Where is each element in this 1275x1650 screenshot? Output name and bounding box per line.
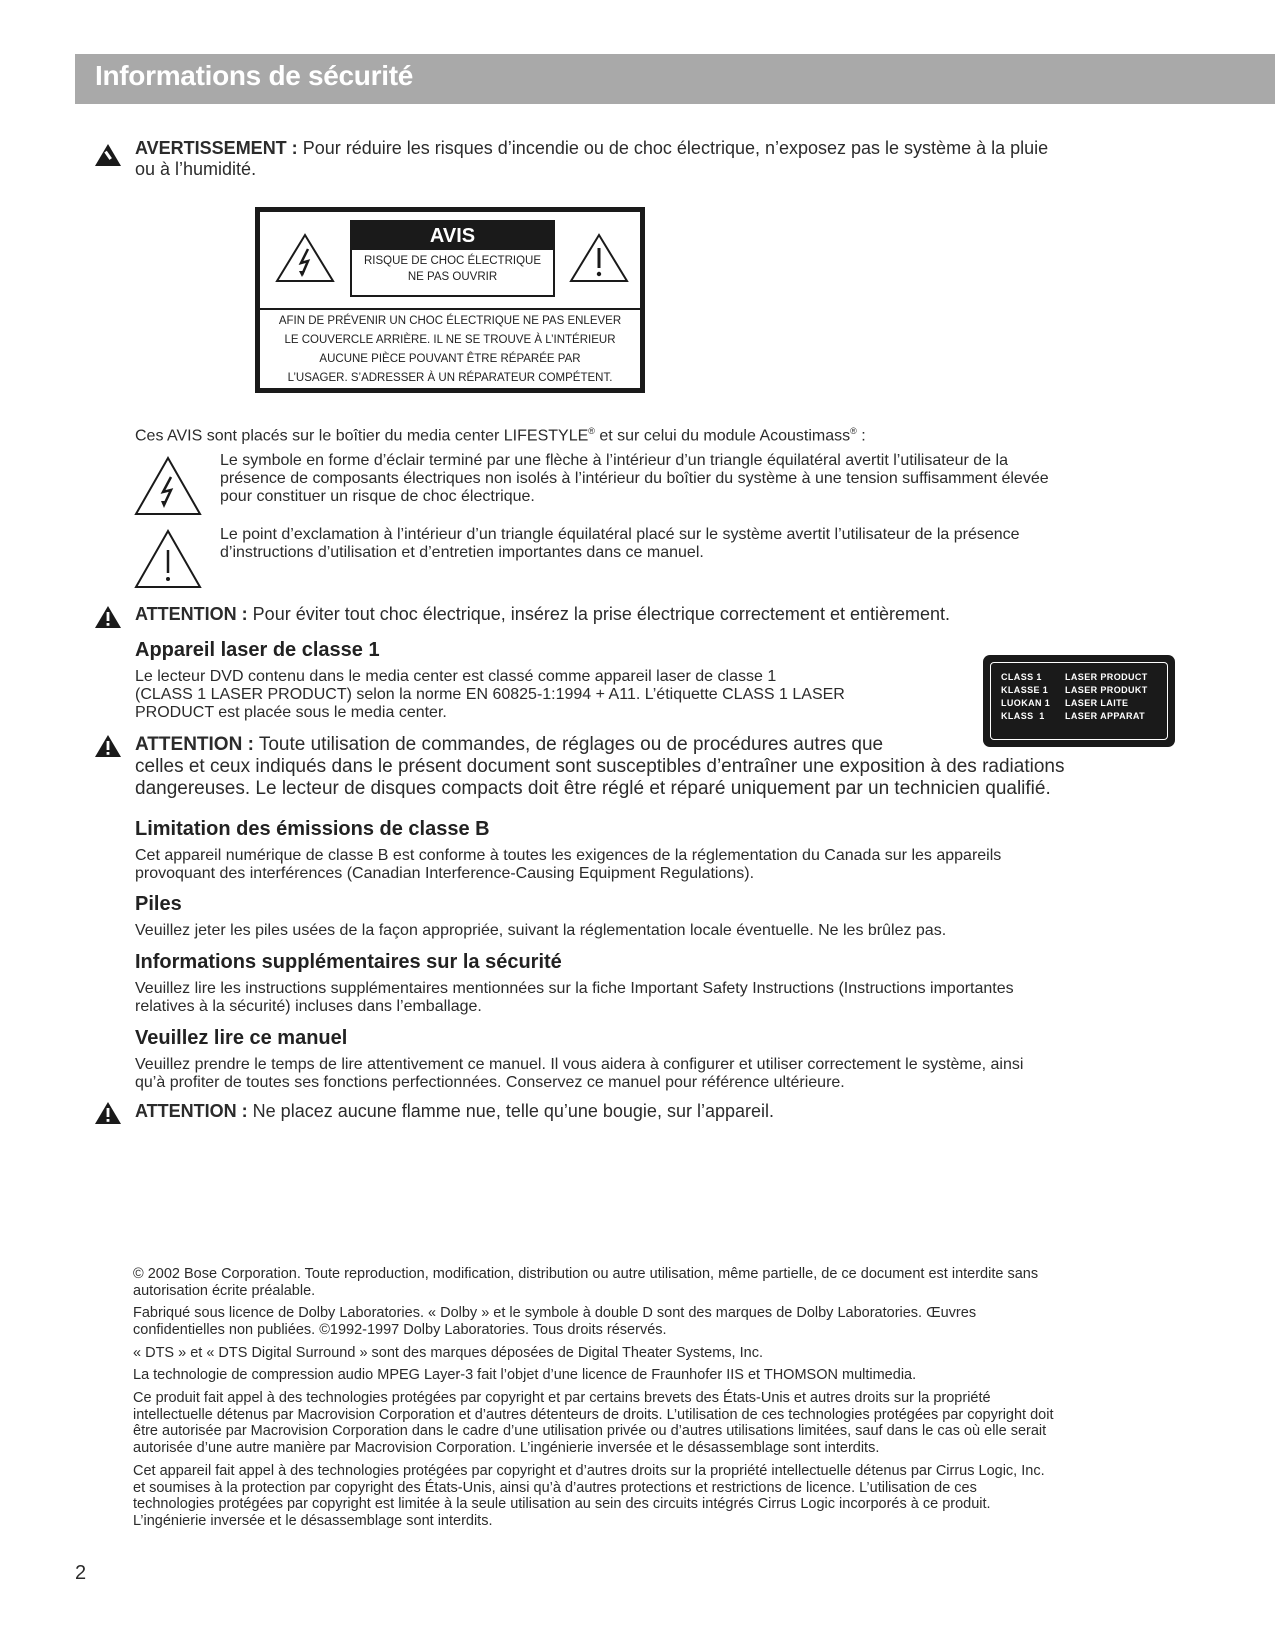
additional-safety-paragraph [135, 980, 1215, 1016]
avis-intro-part: Ces AVIS sont placés sur le boîtier du media center LIFESTYLE [135, 427, 589, 445]
avis-body-text [260, 312, 640, 388]
laser-line: PRODUCT est placée sous le media center. [135, 704, 447, 721]
description-line: Le point d’exclamation à l’intérieur d’un triangle équilatéral placé sur le système avertit l’utilisateur de la présence [220, 526, 1020, 543]
description-line: présence de composants électriques non isolés à l’intérieur du boîtier du système à une tension suffisamment élevée [220, 470, 1049, 487]
mpeg-notice [133, 1367, 1233, 1384]
attention-text: celles et ceux indiqués dans le présent document sont susceptibles d’entraîner une exposition à des radiations [135, 756, 1065, 777]
attention-text: Ne placez aucune flamme nue, telle qu’une bougie, sur l’appareil. [252, 1101, 774, 1121]
read-manual-heading: Veuillez lire ce manuel [135, 1027, 348, 1049]
attention-text: Toute utilisation de commandes, de réglages ou de procédures autres que [258, 734, 884, 755]
lightning-triangle-icon [274, 232, 336, 284]
additional-safety-line: Veuillez lire les instructions supplémentaires mentionnées sur la fiche Important Safety Instructions (Instructions importantes [135, 980, 1014, 997]
legal-line: intellectuelle détenus par Macrovision Corporation et d’autres détenteurs de droits. L’utilisation de ces technologies protégées par copyright doit [133, 1406, 1054, 1423]
avis-body-line: AUCUNE PIÈCE POUVANT ÊTRE RÉPARÉE PAR [319, 353, 581, 365]
avis-intro-text [135, 422, 1185, 445]
avis-label-panel [350, 220, 555, 297]
copyright-notice [133, 1266, 1233, 1299]
batteries-line: Veuillez jeter les piles usées de la façon appropriée, suivant la réglementation locale éventuelle. Ne les brûlez pas. [135, 922, 947, 939]
legal-line: La technologie de compression audio MPEG Layer-3 fait l’objet d’une licence de Fraunhofer IIS et THOMSON multimedia. [133, 1367, 917, 1383]
laser-paragraph [135, 668, 955, 722]
attention-text: Pour éviter tout choc électrique, insérez la prise électrique correctement et entièrement. [252, 604, 951, 624]
attention-label: ATTENTION : [135, 734, 254, 755]
macrovision-notice [133, 1390, 1243, 1456]
legal-line: être autorisée par Macrovision Corporation dans le cadre d’une utilisation privée ou d’autres utilisations limitées, sauf dans le cas où elle serait [133, 1423, 1047, 1439]
laser-label-class: CLASS 1 [1001, 672, 1042, 682]
cirrus-logic-notice [133, 1463, 1243, 1529]
caution-triangle-icon [93, 604, 123, 630]
legal-line: autorisée d’une autre manière par Macrovision Corporation. L’ingénierie inversée et le désassemblage sont interdits. [133, 1439, 880, 1456]
registered-mark: ® [588, 426, 595, 436]
section-header-bar [75, 54, 1275, 104]
warning-text: Pour réduire les risques d’incendie ou de choc électrique, n’exposez pas le système à la pluie [302, 138, 1049, 158]
additional-safety-line: relatives à la sécurité) incluses dans l’emballage. [135, 998, 482, 1015]
avis-intro-part: : [856, 427, 866, 445]
class-b-heading: Limitation des émissions de classe B [135, 818, 490, 840]
laser-label-class: LUOKAN 1 [1001, 698, 1051, 708]
legal-line: autorisation écrite préalable. [133, 1282, 316, 1299]
avis-body-line: LE COUVERCLE ARRIÈRE. IL NE SE TROUVE À L’INTÉRIEUR [284, 334, 616, 346]
warning-text-cont: ou à l’humidité. [135, 159, 257, 179]
legal-line: Fabriqué sous licence de Dolby Laboratories. « Dolby » et le symbole à double D sont des marques de Dolby Laboratories. Œuvres [133, 1305, 977, 1321]
attention-text: dangereuses. Le lecteur de disques compacts doit être réglé et réparé uniquement par un technicien qualifié. [135, 778, 1051, 799]
laser-label-product: LASER APPARAT [1065, 711, 1146, 721]
attention-label: ATTENTION : [135, 1101, 248, 1121]
attention-electric-shock [135, 604, 1205, 625]
laser-line: Le lecteur DVD contenu dans le media center est classé comme appareil laser de classe 1 [135, 668, 777, 685]
warning-paragraph [135, 138, 1205, 180]
caution-triangle-icon [93, 733, 123, 759]
description-line: Le symbole en forme d’éclair terminé par une flèche à l’intérieur d’un triangle équilatéral avertit l’utilisateur de la [220, 452, 1008, 469]
attention-label: ATTENTION : [135, 604, 248, 624]
read-manual-line: qu’à profiter de toutes ses fonctions perfectionnées. Conservez ce manuel pour référence ultérieure. [135, 1074, 845, 1091]
exclamation-triangle-icon [568, 232, 630, 284]
class-b-line: Cet appareil numérique de classe B est conforme à toutes les exigences de la réglementation du Canada sur les appareils [135, 847, 1002, 864]
laser-label-product: LASER LAITE [1065, 698, 1129, 708]
caution-triangle-icon [93, 1100, 123, 1126]
dolby-notice [133, 1305, 1233, 1338]
legal-line: Ce produit fait appel à des technologies protégées par copyright et par certains brevets des États-Unis et autres droits sur la propriété [133, 1390, 991, 1406]
batteries-heading: Piles [135, 893, 182, 915]
laser-label-class: KLASS 1 [1001, 711, 1045, 721]
laser-heading: Appareil laser de classe 1 [135, 639, 380, 661]
laser-label-class: KLASSE 1 [1001, 685, 1049, 695]
avis-body-line: L’USAGER. S’ADRESSER À UN RÉPARATEUR COMPÉTENT. [287, 372, 613, 384]
laser-label-product: LASER PRODUKT [1065, 685, 1148, 695]
class-b-paragraph [135, 847, 1205, 883]
read-manual-paragraph [135, 1056, 1225, 1092]
lightning-triangle-icon [133, 455, 203, 517]
avis-top-section [260, 212, 640, 310]
read-manual-line: Veuillez prendre le temps de lire attentivement ce manuel. Il vous aidera à configurer et utiliser correctement le système, ainsi [135, 1056, 1024, 1073]
avis-body-line: AFIN DE PRÉVENIR UN CHOC ÉLECTRIQUE NE PAS ENLEVER [278, 315, 622, 327]
avis-subtitle [352, 253, 553, 285]
legal-line: confidentielles non publiées. ©1992-1997 Dolby Laboratories. Tous droits réservés. [133, 1321, 667, 1338]
legal-line: L’ingénierie inversée et le désassemblage sont interdits. [133, 1512, 493, 1529]
class-b-line: provoquant des interférences (Canadian Interference-Causing Equipment Regulations). [135, 865, 755, 882]
exclamation-symbol-description [220, 526, 1205, 562]
laser-label-product: LASER PRODUCT [1065, 672, 1148, 682]
laser-line: (CLASS 1 LASER PRODUCT) selon la norme EN 60825-1:1994 + A11. L’étiquette CLASS 1 LASER [135, 686, 845, 703]
legal-line: © 2002 Bose Corporation. Toute reproduction, modification, distribution ou autre utilisation, même partielle, de ce document est interdite sans [133, 1266, 1039, 1282]
additional-safety-heading: Informations supplémentaires sur la sécurité [135, 951, 562, 973]
description-line: d’instructions d’utilisation et d’entretien importantes dans ce manuel. [220, 544, 704, 561]
dts-notice [133, 1345, 1233, 1362]
avis-intro-part: et sur celui du module Acoustimass [594, 427, 851, 445]
legal-line: « DTS » et « DTS Digital Surround » sont des marques déposées de Digital Theater Systems, Inc. [133, 1345, 763, 1361]
avis-title: AVIS [352, 222, 553, 250]
avis-notice-box [255, 207, 645, 393]
description-line: pour constituer un risque de choc électrique. [220, 488, 535, 505]
page-number: 2 [75, 1562, 87, 1584]
warning-label: AVERTISSEMENT : [135, 138, 298, 158]
attention-laser-radiation [135, 734, 1215, 800]
lightning-symbol-description [220, 452, 1205, 506]
warning-triangle-icon [93, 142, 123, 168]
legal-line: Cet appareil fait appel à des technologies protégées par copyright et d’autres droits sur la propriété intellectuelle détenus par Cirrus Logic, Inc. [133, 1463, 1045, 1479]
attention-open-flame [135, 1101, 1205, 1122]
page-title: Informations de sécurité [95, 60, 413, 91]
exclamation-triangle-icon [133, 528, 203, 590]
batteries-paragraph [135, 922, 1205, 940]
legal-line: technologies protégées par copyright est limitée à la seule utilisation au sein des circuits intégrés Cirrus Logic incorporés à ce produit. [133, 1496, 991, 1512]
avis-sub-line: RISQUE DE CHOC ÉLECTRIQUE [364, 255, 541, 267]
legal-line: et soumises à la protection par copyright des États-Unis, ainsi qu’à d’autres protections et restrictions de licence. L’utilisation de ces [133, 1479, 977, 1496]
avis-sub-line: NE PAS OUVRIR [407, 271, 498, 283]
registered-mark: ® [850, 426, 857, 436]
